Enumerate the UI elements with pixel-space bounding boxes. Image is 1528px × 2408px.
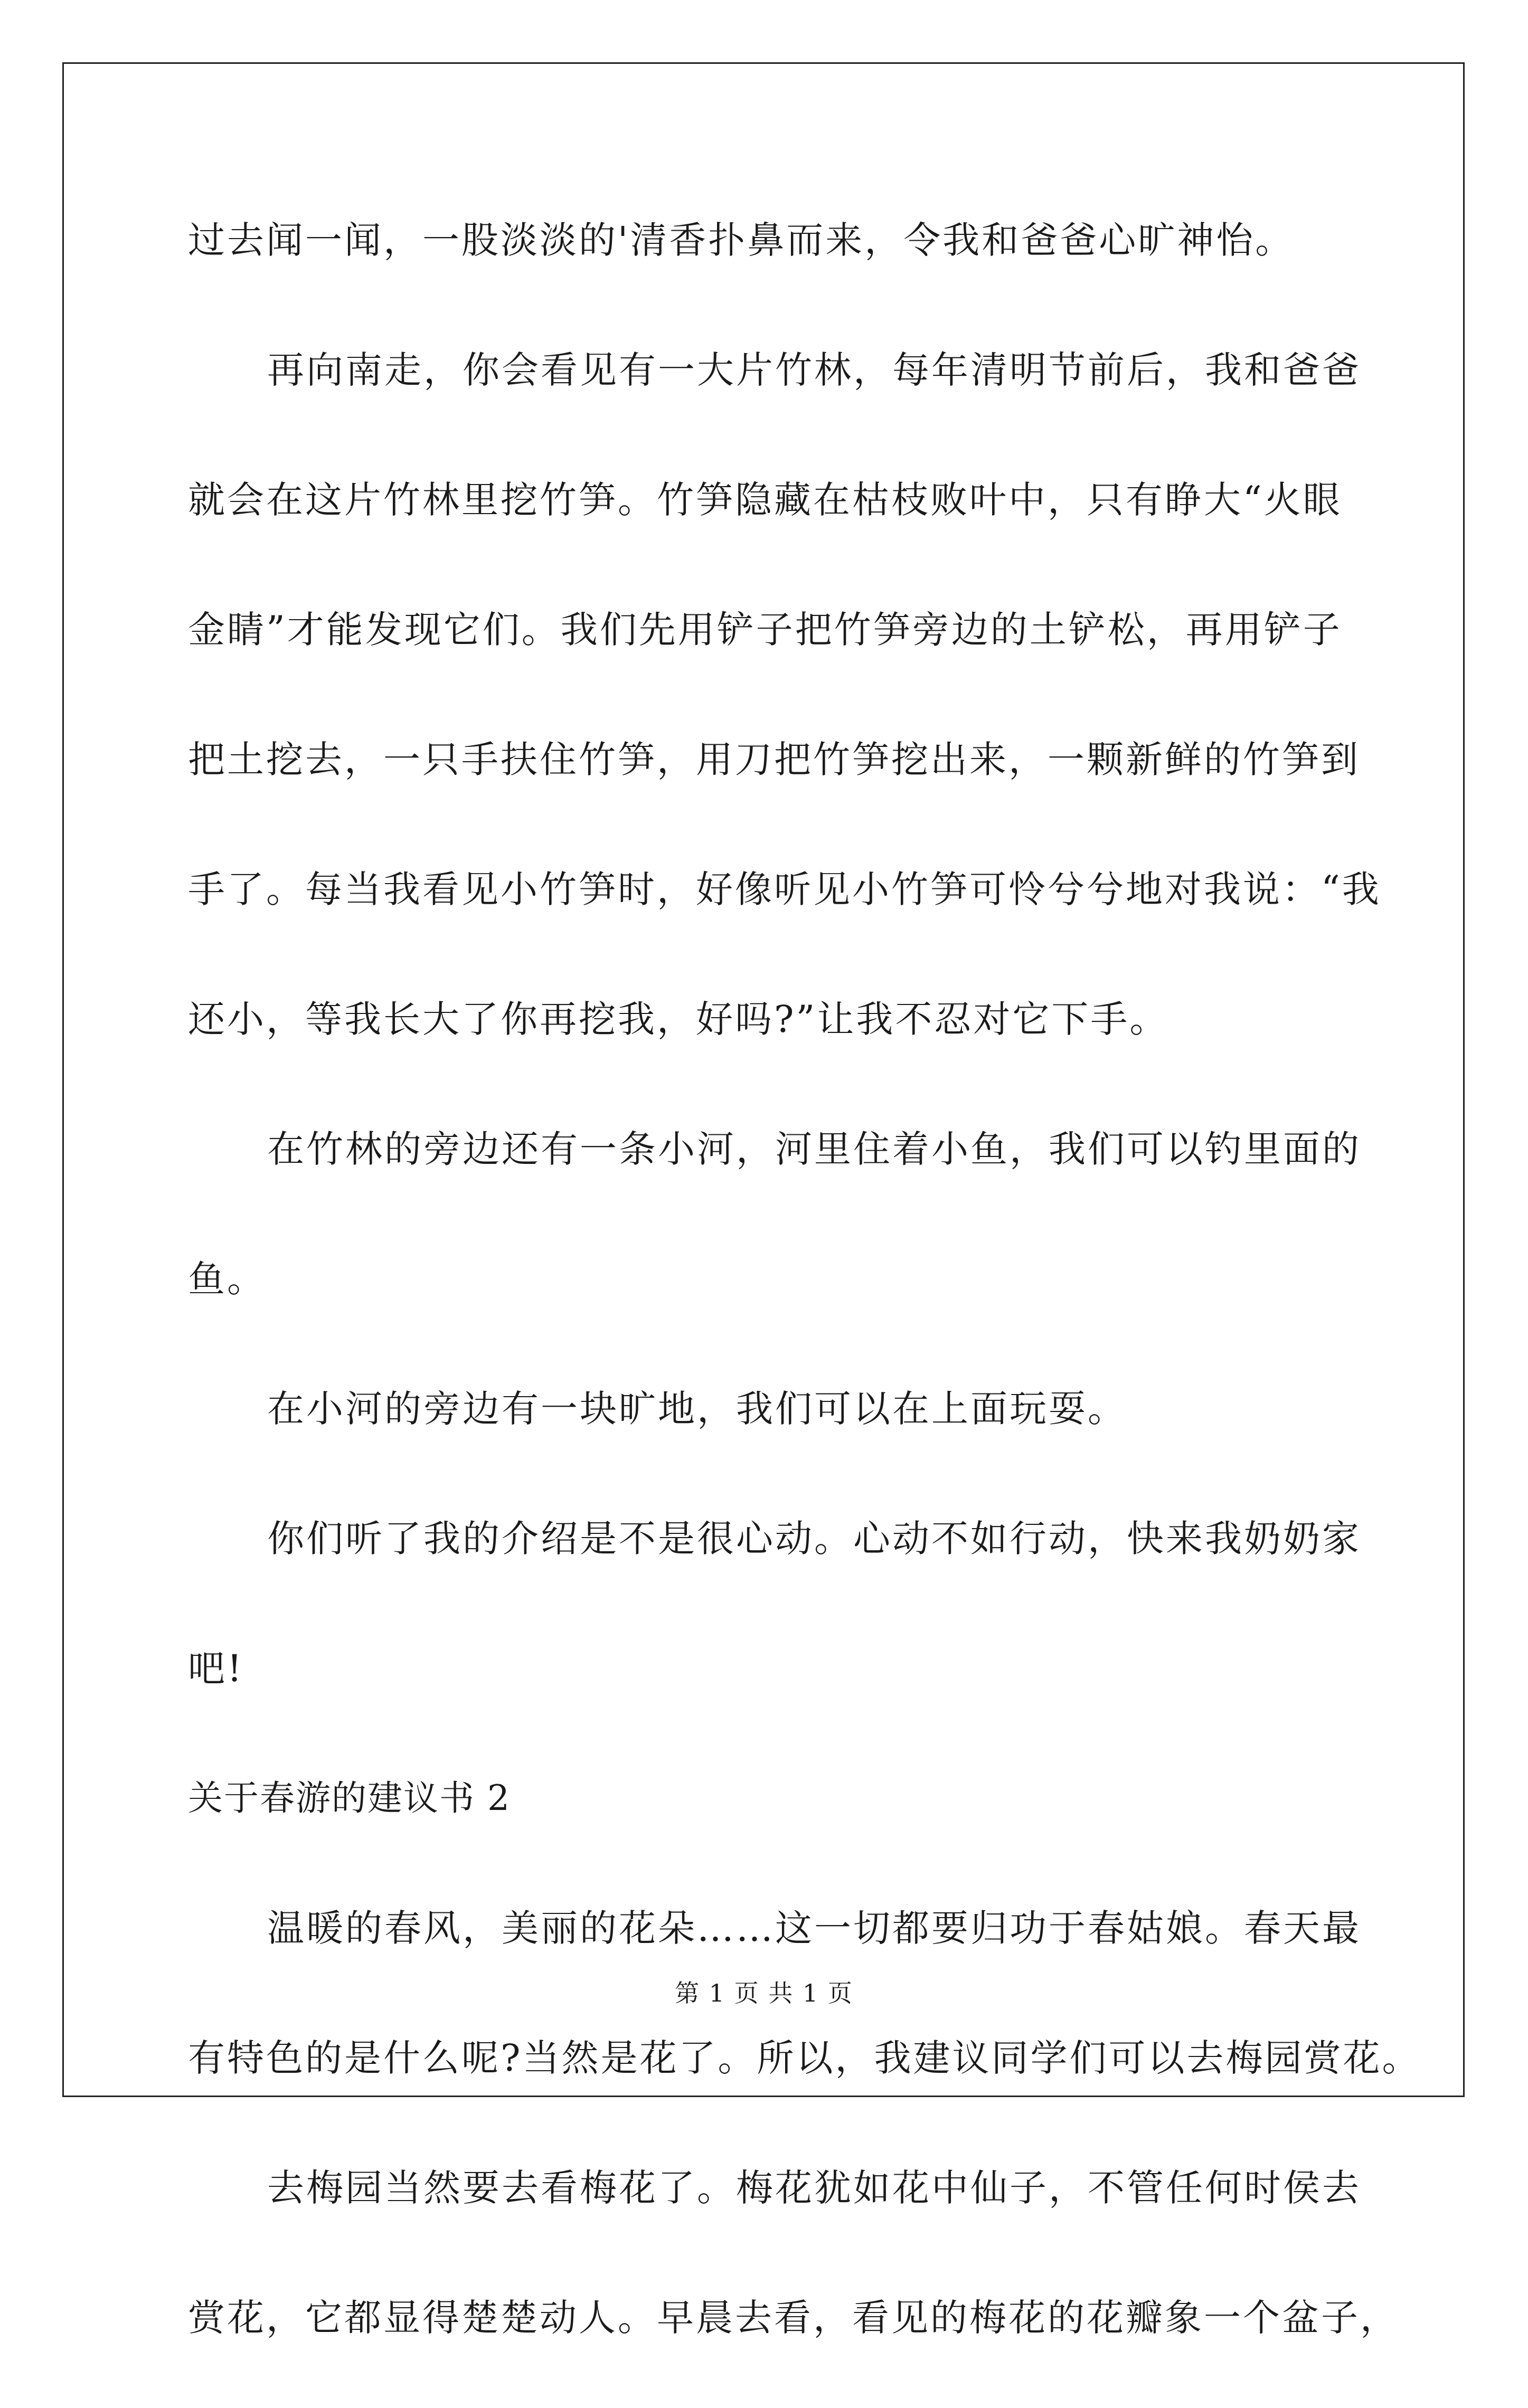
text-line: 吧! bbox=[188, 1647, 244, 1690]
section-heading: 关于春游的建议书 2 bbox=[188, 1778, 511, 1818]
page-footer: 第 1 页 共 1 页 bbox=[675, 1979, 853, 2007]
text-line: 在小河的旁边有一块旷地，我们可以在上面玩耍。 bbox=[267, 1387, 1127, 1430]
text-line: 过去闻一闻，一股淡淡的'清香扑鼻而来，令我和爸爸心旷神怡。 bbox=[188, 219, 1295, 262]
text-line: 鱼。 bbox=[188, 1257, 266, 1301]
text-line: 你们听了我的介绍是不是很心动。心动不如行动，快来我奶奶家 bbox=[267, 1517, 1361, 1560]
text-line: 金睛”才能发现它们。我们先用铲子把竹笋旁边的土铲松，再用铲子 bbox=[188, 608, 1342, 651]
text-line: 去梅园当然要去看梅花了。梅花犹如花中仙子，不管任何时侯去 bbox=[267, 2166, 1361, 2210]
text-line: 有特色的是什么呢?当然是花了。所以，我建议同学们可以去梅园赏花。 bbox=[188, 2036, 1421, 2080]
text-line: 赏花，它都显得楚楚动人。早晨去看，看见的梅花的花瓣象一个盆子， bbox=[188, 2296, 1399, 2339]
document-body bbox=[188, 201, 1421, 2408]
text-line: 再向南走，你会看见有一大片竹林，每年清明节前后，我和爸爸 bbox=[267, 348, 1361, 392]
text-line: 温暖的春风，美丽的花朵……这一切都要归功于春姑娘。春天最 bbox=[267, 1907, 1361, 1950]
text-line: 把土挖去，一只手扶住竹笋，用刀把竹笋挖出来，一颗新鲜的竹笋到 bbox=[188, 738, 1360, 781]
text-line: 还小，等我长大了你再挖我，好吗?”让我不忍对它下手。 bbox=[188, 998, 1169, 1041]
text-line: 手了。每当我看见小竹笋时，好像听见小竹笋可怜兮兮地对我说：“我 bbox=[188, 868, 1381, 911]
text-line: 就会在这片竹林里挖竹笋。竹笋隐藏在枯枝败叶中，只有睁大“火眼 bbox=[188, 478, 1342, 522]
text-line: 在竹林的旁边还有一条小河，河里住着小鱼，我们可以钓里面的 bbox=[267, 1127, 1361, 1171]
